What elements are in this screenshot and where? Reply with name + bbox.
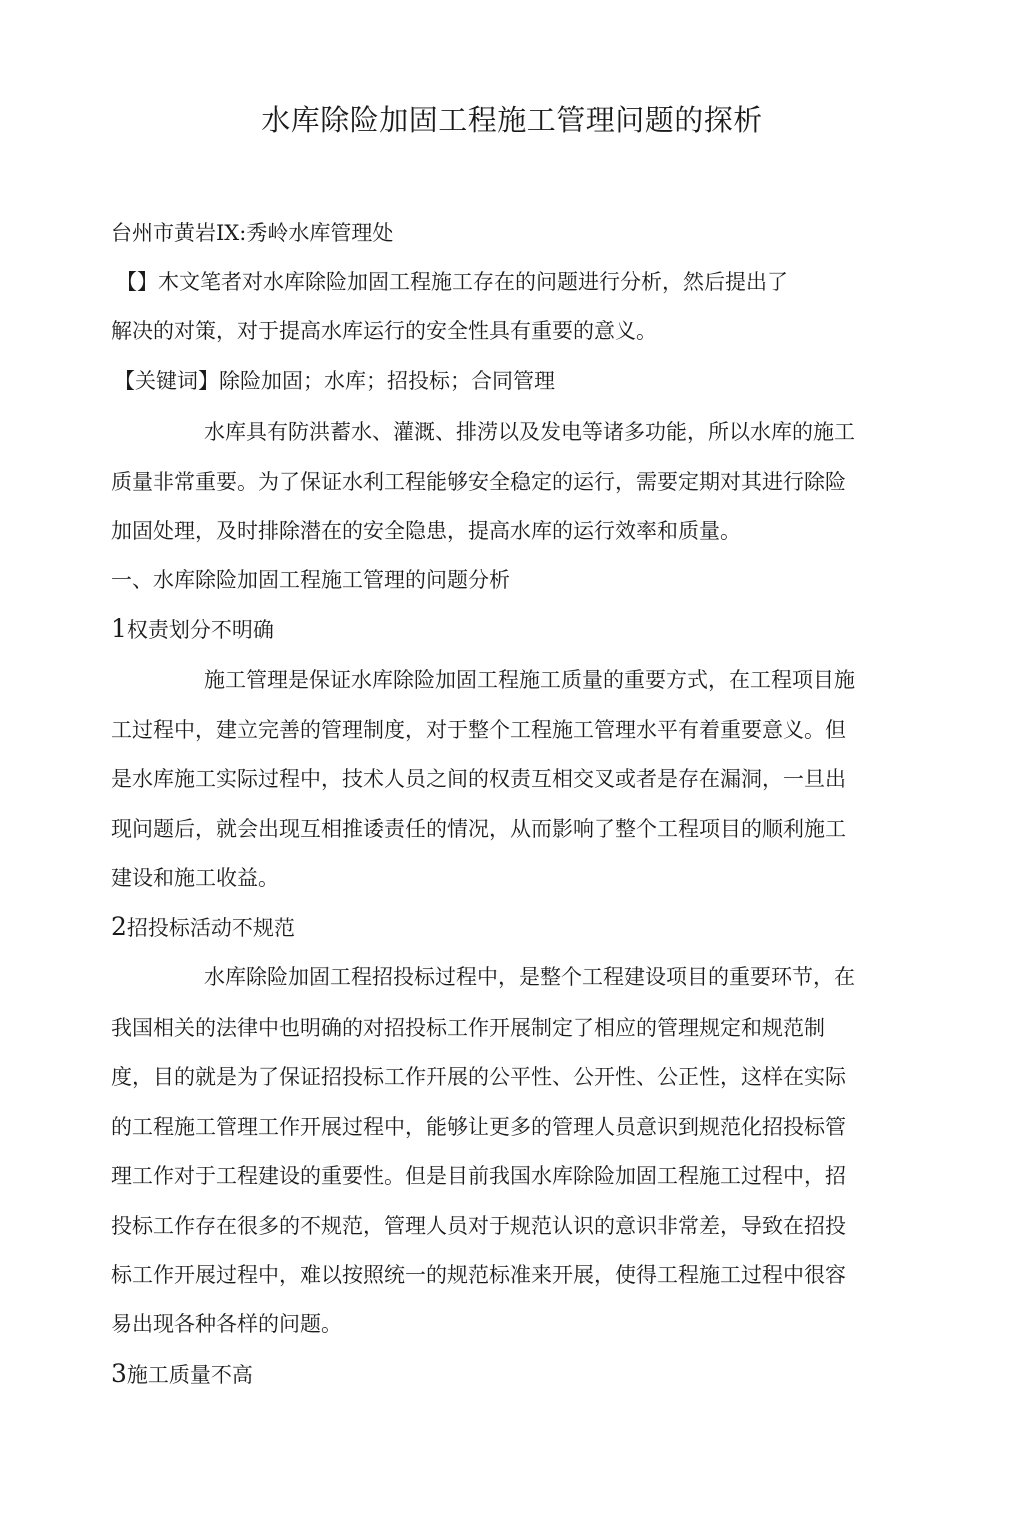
subsection-2-number: 2 <box>111 912 127 941</box>
subsection-3-title: 施工质量不高 <box>126 1363 253 1387</box>
subsection-1-title: 权责划分不明确 <box>126 618 274 642</box>
intro-line-1: 水库具有防洪蓄水、灌溉、排涝以及发电等诸多功能，所以水库的施工 <box>204 420 855 444</box>
sub2-line-7: 标工作开展过程中，难以按照统一的规范标准来开展，使得工程施工过程中很容 <box>111 1263 846 1287</box>
subsection-1-number: 1 <box>111 614 127 643</box>
sub1-line-3: 是水库施工实际过程中，技术人员之间的权责互相交叉或者是存在漏洞，一旦出 <box>111 767 846 791</box>
intro-line-3: 加固处理，及时排除潜在的安全隐患，提高水库的运行效率和质量。 <box>111 519 741 543</box>
sub1-line-1: 施工管理是保证水库除险加固工程施工质量的重要方式，在工程项目施 <box>204 668 855 692</box>
sub2-line-3: 度，目的就是为了保证招投标工作幵展的公平性、公开性、公正性，这样在实际 <box>111 1065 846 1089</box>
author-affiliation: 台州市黄岩IX:秀岭水库管理处 <box>111 221 394 245</box>
subsection-3-heading <box>111 1359 253 1390</box>
keywords: 【关键词】除险加固；水库；招投标；合同管理 <box>114 369 555 393</box>
sub2-line-1: 水库除险加固工程招投标过程中，是整个工程建设项目的重要环节，在 <box>204 965 855 989</box>
abstract-line-2: 解决的对策，对于提高水库运行的安全性具有重要的意义。 <box>111 319 657 343</box>
section-1-heading: 一、水库除险加固工程施工管理的问题分析 <box>111 568 510 592</box>
sub2-line-6: 投标工作存在很多的不规范，管理人员对于规范认识的意识非常差，导致在招投 <box>111 1214 846 1238</box>
sub2-line-2: 我国相关的法律中也明确的对招投标工作开展制定了相应的管理规定和规范制 <box>111 1016 825 1040</box>
sub1-line-2: 工过程中，建立完善的管理制度，对于整个工程施工管理水平有着重要意义。但 <box>111 718 846 742</box>
subsection-1-heading <box>111 614 274 645</box>
subsection-2-heading <box>111 912 295 943</box>
abstract-line-1: 【】木文笔者对水库除险加固工程施工存在的问题进行分析，然后提出了 <box>116 270 788 294</box>
subsection-3-number: 3 <box>111 1359 127 1388</box>
sub2-line-5: 理工作对于工程建设的重要性。但是目前我国水库除险加固工程施工过程中，招 <box>111 1164 846 1188</box>
sub1-line-5: 建设和施工收益。 <box>111 866 279 890</box>
sub1-line-4: 现问题后，就会出现互相推诿责任的情况，从而影响了整个工程项目的顺利施工 <box>111 817 846 841</box>
intro-line-2: 质量非常重要。为了保证水利工程能够安全稳定的运行，需要定期对其进行除险 <box>111 470 846 494</box>
sub2-line-8: 易出现各种各样的问题。 <box>111 1312 342 1336</box>
sub2-line-4: 的工程施工管理工作开展过程中，能够让更多的管理人员意识到规范化招投标管 <box>111 1115 846 1139</box>
document-title: 水库除险加固工程施工管理问题的探析 <box>261 103 763 137</box>
subsection-2-title: 招投标活动不规范 <box>126 916 295 940</box>
